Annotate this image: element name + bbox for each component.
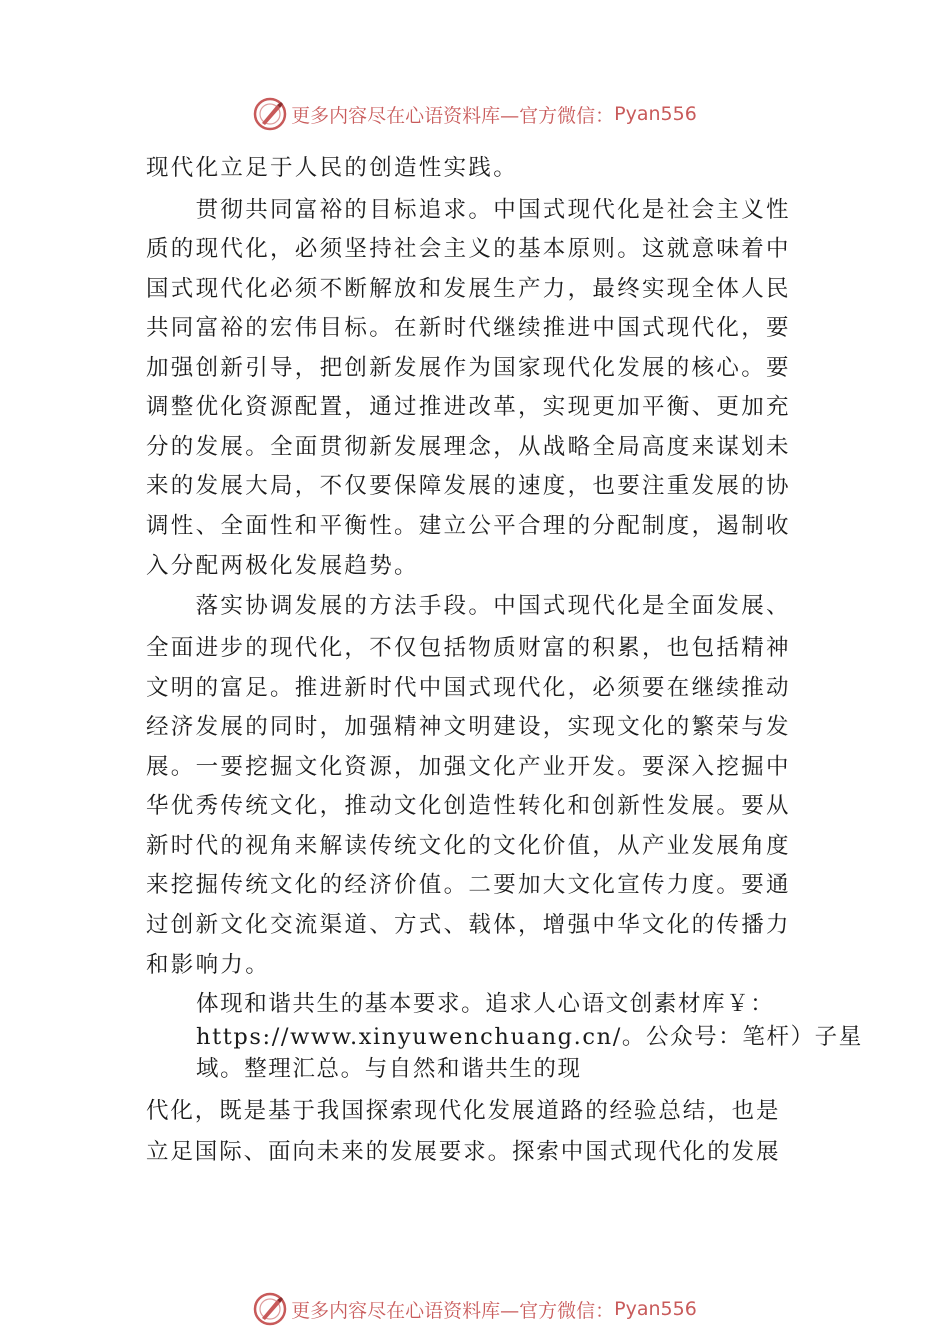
header-watermark-banner	[0, 96, 950, 132]
text-line: 来的发展大局，不仅要保障发展的速度，也要注重发展的协	[146, 473, 791, 499]
brand-logo-icon	[253, 1292, 287, 1326]
text-line: 分的发展。全面贯彻新发展理念，从战略全局高度来谋划未	[146, 434, 791, 460]
text-line: 加强创新引导，把创新发展作为国家现代化发展的核心。要	[146, 355, 791, 381]
text-line: 域。整理汇总。与自然和谐共生的现	[196, 1056, 582, 1082]
text-line: 代化，既是基于我国探索现代化发展道路的经验总结，也是	[146, 1098, 781, 1124]
text-line: 新时代的视角来解读传统文化的文化价值，从产业发展角度	[146, 833, 791, 859]
text-line: 现代化立足于人民的创造性实践。	[146, 155, 519, 181]
banner-text: 更多内容尽在心语资料库—官方微信：	[291, 1299, 615, 1322]
text-line: 调整优化资源配置，通过推进改革，实现更加平衡、更加充	[146, 394, 791, 420]
footer-watermark-banner	[0, 1291, 950, 1327]
text-line: 展。一要挖掘文化资源，加强文化产业开发。要深入挖掘中	[146, 754, 791, 780]
banner-text: 更多内容尽在心语资料库—官方微信：	[291, 104, 615, 127]
text-line: 落实协调发展的方法手段。中国式现代化是全面发展、	[146, 593, 791, 619]
text-line: 文明的富足。推进新时代中国式现代化，必须要在继续推动	[146, 675, 791, 701]
text-line: 和影响力。	[146, 952, 271, 978]
text-line: 入分配两极化发展趋势。	[146, 553, 419, 579]
text-line: 共同富裕的宏伟目标。在新时代继续推进中国式现代化，要	[146, 315, 791, 341]
text-line: 调性、全面性和平衡性。建立公平合理的分配制度，遏制收	[146, 513, 791, 539]
text-line: 贯彻共同富裕的目标追求。中国式现代化是社会主义性	[146, 197, 791, 223]
text-line: 立足国际、面向未来的发展要求。探索中国式现代化的发展	[146, 1139, 781, 1165]
text-line: https://www.xinyuwenchuang.cn/。公众号：笔杆）子星	[196, 1024, 863, 1050]
text-line: 过创新文化交流渠道、方式、载体，增强中华文化的传播力	[146, 912, 791, 938]
text-line: 国式现代化必须不断解放和发展生产力，最终实现全体人民	[146, 276, 791, 302]
text-line: 经济发展的同时，加强精神文明建设，实现文化的繁荣与发	[146, 714, 791, 740]
text-line: 全面进步的现代化，不仅包括物质财富的积累，也包括精神	[146, 635, 791, 661]
brand-logo-icon	[253, 97, 287, 131]
banner-wechat-id: Pyan556	[614, 103, 697, 125]
text-line: 华优秀传统文化，推动文化创造性转化和创新性发展。要从	[146, 793, 791, 819]
banner-wechat-id: Pyan556	[614, 1298, 697, 1320]
text-line: 体现和谐共生的基本要求。追求人心语文创素材库￥：	[196, 991, 775, 1017]
text-line: 来挖掘传统文化的经济价值。二要加大文化宣传力度。要通	[146, 872, 791, 898]
text-line: 质的现代化，必须坚持社会主义的基本原则。这就意味着中	[146, 236, 791, 262]
